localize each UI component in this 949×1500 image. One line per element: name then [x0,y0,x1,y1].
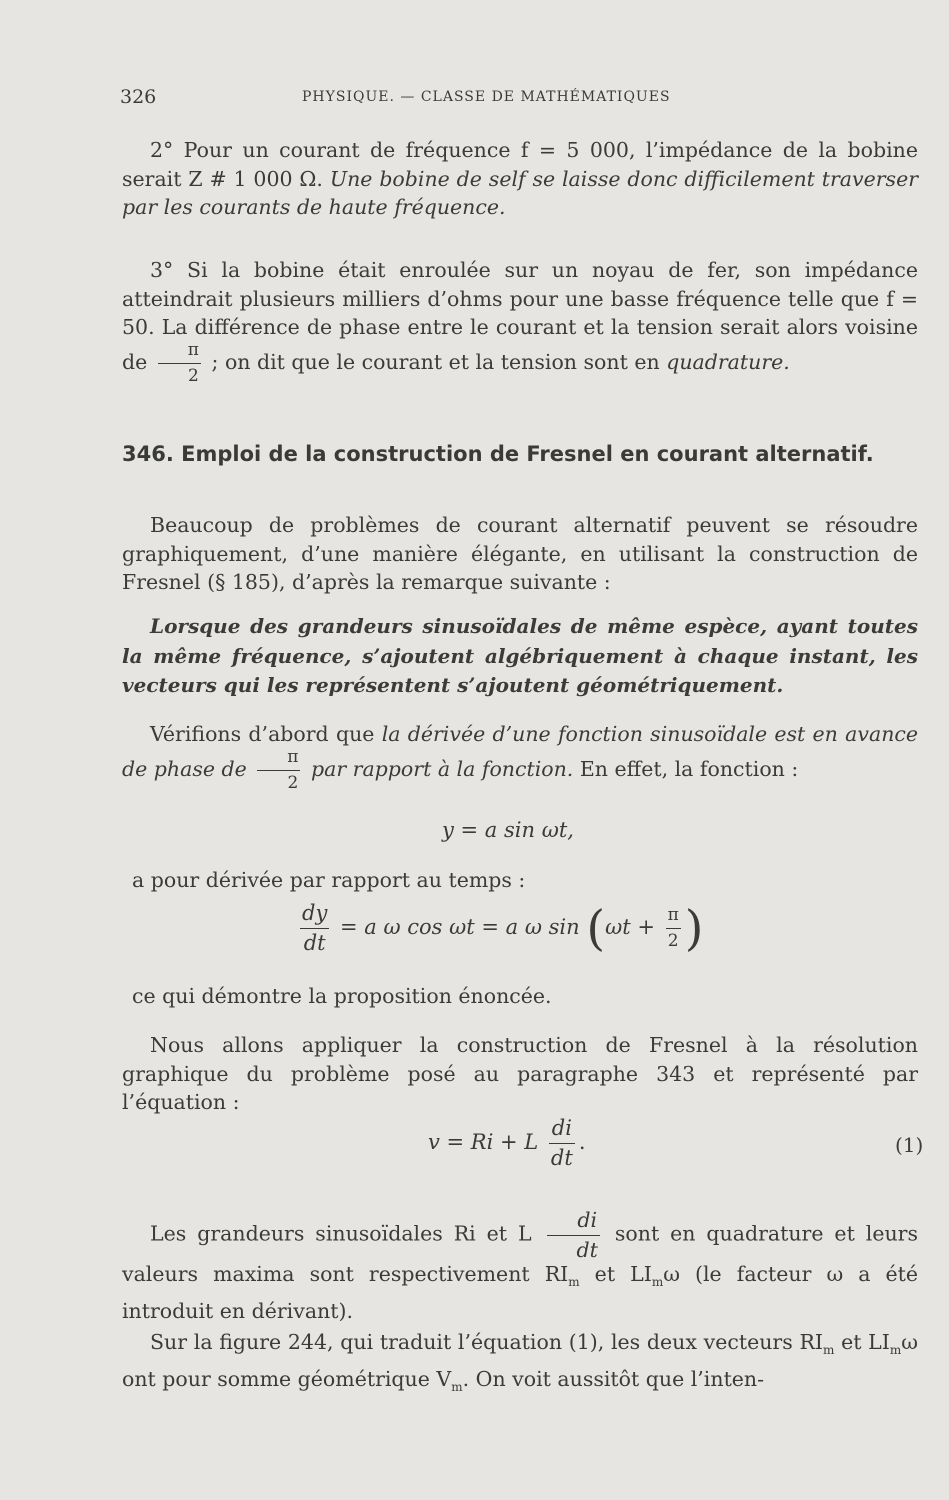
equation-number: (1) [895,1133,924,1157]
paragraph-quadrature: Les grandeurs sinusoïdales Ri et L $\frac{di}{dt}$ sont en quadrature et leurs valeurs maxima sont respectivement $RI_m$ et $LI_m\omega$ (le facteur ω a été introduit en dérivant). [122,1208,919,1323]
equation-y: y = a sin ωt, [442,818,574,842]
equation-v: v = Ri + L $\frac{di}{dt}$ . [428,1116,586,1170]
fraction-di-dt: $\frac{di}{dt}$ [547,1210,600,1260]
fraction-pi-over-2: $\frac{\pi}{2}$ [257,749,300,792]
paragraph-impedance-high-frequency: 2° Pour un courant de fréquence f = 5 000, l’impédance de la bobine serait Z # 1 000 Ω. Une bobine de self se laisse donc difficilement traverser par les courants de haute fréquence. [122,138,918,219]
law-statement: Lorsque des grandeurs sinusoïdales de même espèce, ayant toutes la même fréquence, s’ajoutent algébriquement à chaque instant, les vecteurs qui les représentent s’ajoutent géométriquement. [122,614,918,697]
paragraph-fresnel-intro: Beaucoup de problèmes de courant alternatif peuvent se résoudre graphiquement, d’une manière élégante, en utilisant la construction de Fresnel (§ 185), d’après la remarque suivante : [122,513,918,594]
paragraph-figure-244: Sur la figure 244, qui traduit l’équation (1), les deux vecteurs $RI_m$ et $LI_m\omega$ ont pour somme géométrique $V_m$. On voit aussitôt que l’inten- [122,1330,918,1394]
page-number: 326 [120,86,157,108]
fraction-di-dt: $\frac{di}{dt}$ [550,1116,573,1170]
running-title: PHYSIQUE. — CLASSE DE MATHÉMATIQUES [302,89,671,105]
paragraph-application: Nous allons appliquer la construction de Fresnel à la résolution graphique du problème posé au paragraphe 343 et représenté par l’équation : [122,1033,918,1114]
fraction-pi-over-2: $\frac{\pi}{2}$ [158,342,201,385]
paragraph-derivative-time: a pour dérivée par rapport au temps : [132,868,526,892]
paragraph-demonstration: ce qui démontre la proposition énoncée. [132,984,552,1008]
equation-derivative: $\frac{dy}{dt}$ = a ω cos ωt = a ω sin (ωt + $\frac{\pi}{2}$ ) [302,900,704,957]
fraction-pi-over-2: $\frac{\pi}{2}$ [667,905,679,951]
paragraph-derivative: Vérifions d’abord que la dérivée d’une fonction sinusoïdale est en avance de phase de $\frac{\pi}{2}$ par rapport à la fonction. En effet, la fonction : [122,722,919,793]
section-heading: 346. Emploi de la construction de Fresnel en courant alternatif. [122,442,874,466]
paragraph-iron-core: 3° Si la bobine était enroulée sur un noyau de fer, son impédance atteindrait plusieurs milliers d’ohms pour une basse fréquence telle que f = 50. La différence de phase entre le courant et la tension serait alors voisine de $\frac{\pi}{2}$ ; on dit que le courant et la tension sont en quadrature. [122,258,918,386]
fraction-dy-dt: $\frac{dy}{dt}$ [302,901,328,955]
